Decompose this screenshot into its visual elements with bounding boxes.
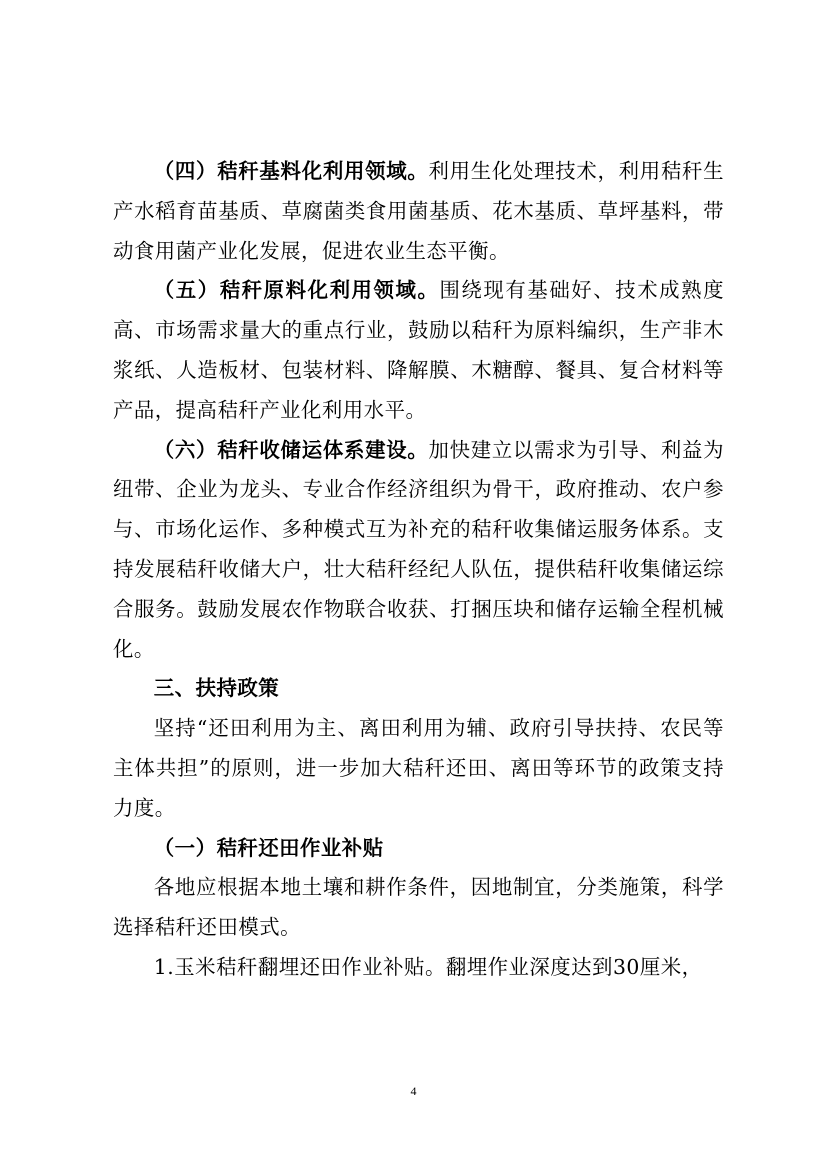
paragraph-lead: （六）秸秆收储运体系建设。: [153, 437, 429, 462]
paragraph-text: 加快建立以需求为引导、利益为纽带、企业为龙头、专业合作经济组织为骨干，政府推动、农户参与、市场化运作、多种模式互为补充的秸秆收集储运服务体系。支持发展秸秆收储大户，壮大秸秆经纪人队伍，提供秸秆收集储运综合服务。鼓励发展农作物联合收获、打捆压块和储存运输全程机械化。: [113, 437, 724, 661]
paragraph-section-6: [113, 431, 724, 670]
paragraph-lead: （五）秸秆原料化利用领域。: [153, 278, 440, 303]
paragraph-local-conditions: 各地应根据本地土壤和耕作条件，因地制宜，分类施策，科学选择秸秆还田模式。: [113, 875, 724, 940]
document-body: [113, 152, 724, 988]
paragraph-text: 围绕现有基础好、技术成熟度高、市场需求量大的重点行业，鼓励以秸秆为原料编织，生产非木浆纸、人造板材、包装材料、降解膜、木糖醇、餐具、复合材料等产品，提高秸秆产业化利用水平。: [113, 278, 725, 422]
page-number: 4: [410, 1084, 417, 1098]
paragraph-principle: 坚持“还田利用为主、离田利用为辅、政府引导扶持、农民等主体共担”的原则，进一步加大秸秆还田、离田等环节的政策支持力度。: [113, 716, 724, 820]
paragraph-section-5: [113, 271, 724, 430]
subheading-straw-return-subsidy: （一）秸秆还田作业补贴: [153, 835, 384, 860]
paragraph-section-4: [113, 152, 724, 271]
section-heading-support-policies: 三、扶持政策: [153, 676, 280, 701]
paragraph-corn-straw-subsidy: 1.玉米秸秆翻埋还田作业补贴。翻埋作业深度达到30厘米，: [153, 954, 703, 979]
paragraph-text: 利用生化处理技术，利用秸秆生产水稻育苗基质、草腐菌类食用菌基质、花木基质、草坪基料，带动食用菌产业化发展，促进农业生态平衡。: [113, 159, 724, 263]
paragraph-lead: （四）秸秆基料化利用领域。: [153, 159, 429, 183]
